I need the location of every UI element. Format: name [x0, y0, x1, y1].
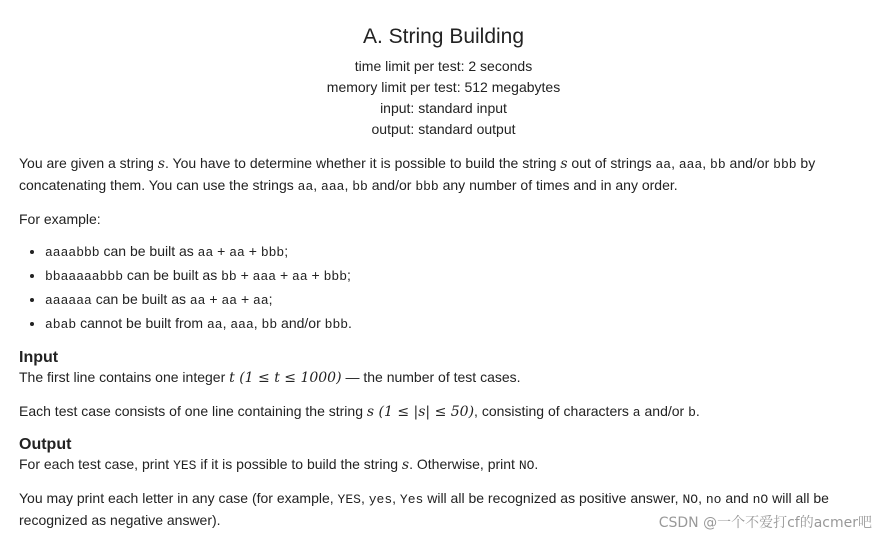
- output-file: output: standard output: [371, 121, 516, 137]
- input-line-1: The first line contains one integer t (1 ≤ t ≤ 1000) — the number of test cases.: [19, 369, 521, 386]
- for-example-label: For example:: [19, 211, 101, 227]
- csdn-watermark: CSDN @一个不爱打cf的acmer吧: [659, 512, 872, 532]
- problem-header: [0, 24, 887, 140]
- example-list: [19, 240, 864, 336]
- output-line-2: You may print each letter in any case (for example, YES, yes, Yes will all be recognized as positive answer, NO, no and nO will all be recognized as negative answer).: [19, 490, 829, 528]
- statement-intro: You are given a string s. You have to determine whether it is possible to build the string s out of strings aa, aaa, bb and/or bbb by concatenating them. You can use the strings aa, aaa, bb and/or bbb any number of times and in any order.: [19, 155, 816, 194]
- time-limit: time limit per test: 2 seconds: [354, 58, 533, 74]
- list-item: • bbaaaaabbb can be built as bb + aaa + aa + bbb;: [45, 264, 864, 288]
- problem-limits: [0, 56, 887, 140]
- input-file: input: standard input: [380, 100, 507, 116]
- input-section-title: Input: [19, 349, 59, 366]
- list-item: • aaaabbb can be built as aa + aa + bbb;: [45, 240, 864, 264]
- output-section-title: Output: [19, 436, 72, 453]
- memory-limit: memory limit per test: 512 megabytes: [326, 79, 561, 95]
- problem-title: A. String Building: [362, 25, 525, 48]
- input-line-2: Each test case consists of one line containing the string s (1 ≤ |s| ≤ 50), consisting of characters a and/or b.: [19, 403, 700, 420]
- list-item: • abab cannot be built from aa, aaa, bb and/or bbb.: [45, 312, 864, 336]
- problem-statement: [19, 153, 864, 531]
- list-item: • aaaaaa can be built as aa + aa + aa;: [45, 288, 864, 312]
- output-line-1: For each test case, print YES if it is possible to build the string s. Otherwise, print NO.: [19, 456, 539, 473]
